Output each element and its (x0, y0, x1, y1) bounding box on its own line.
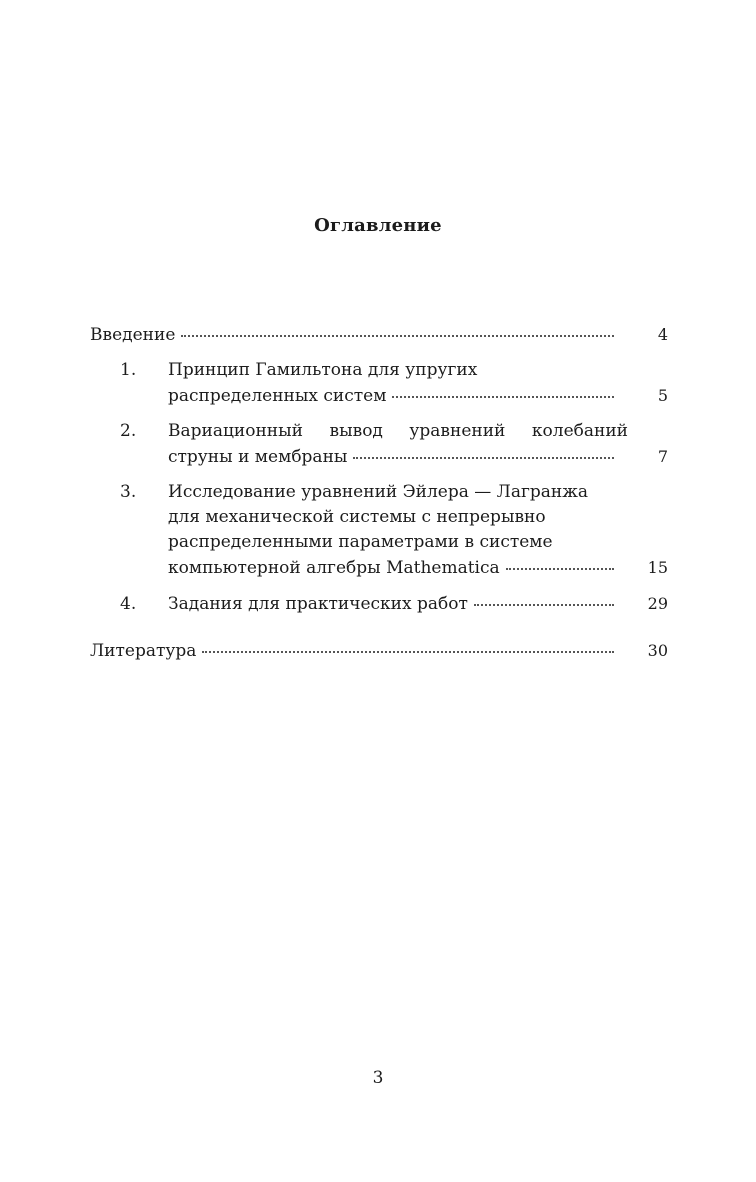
toc-entry-line: Задания для практических работ (168, 594, 468, 614)
toc-entry-intro[interactable] (90, 322, 668, 348)
toc-entry-line: распределенных систем (168, 386, 387, 406)
toc-page-number: 7 (657, 447, 668, 466)
toc-page-number: 29 (647, 594, 668, 613)
toc-entry-line: распределенными параметрами в системе (168, 532, 553, 552)
footer-page-number: 3 (372, 1068, 384, 1088)
dot-leader (181, 334, 614, 337)
table-of-contents (90, 322, 668, 664)
toc-page-number: 5 (657, 386, 668, 405)
toc-entry-1[interactable] (90, 358, 668, 409)
toc-page-number: 4 (657, 325, 668, 344)
toc-page-number: 15 (647, 558, 668, 577)
dot-leader (474, 603, 614, 606)
toc-entry-number: 2. (120, 421, 137, 441)
dot-leader (392, 395, 614, 398)
toc-entry-line: Исследование уравнений Эйлера — Лагранжа (168, 482, 589, 502)
toc-entry-4[interactable] (90, 591, 668, 617)
toc-entry-2[interactable] (90, 419, 668, 470)
toc-entry-line: для механической системы с непрерывно (168, 507, 546, 527)
toc-page-number: 30 (647, 641, 668, 660)
toc-entry-literature[interactable] (90, 638, 668, 664)
toc-entry-label: Введение (90, 325, 176, 345)
toc-entry-number: 1. (120, 360, 137, 380)
toc-entry-3[interactable] (90, 480, 668, 581)
dot-leader (202, 650, 614, 653)
dot-leader (506, 567, 614, 570)
toc-entry-number: 4. (120, 594, 137, 614)
toc-entry-line: струны и мембраны (168, 447, 348, 467)
toc-entry-label: Литература (90, 641, 197, 661)
toc-entry-line: Вариационный вывод уравнений колебаний (168, 421, 628, 441)
dot-leader (353, 456, 614, 459)
page-title: Оглавление (314, 215, 442, 236)
toc-entry-number: 3. (120, 482, 137, 502)
toc-entry-line: Принцип Гамильтона для упругих (168, 360, 478, 380)
toc-entry-line: компьютерной алгебры Mathematica (168, 558, 500, 578)
